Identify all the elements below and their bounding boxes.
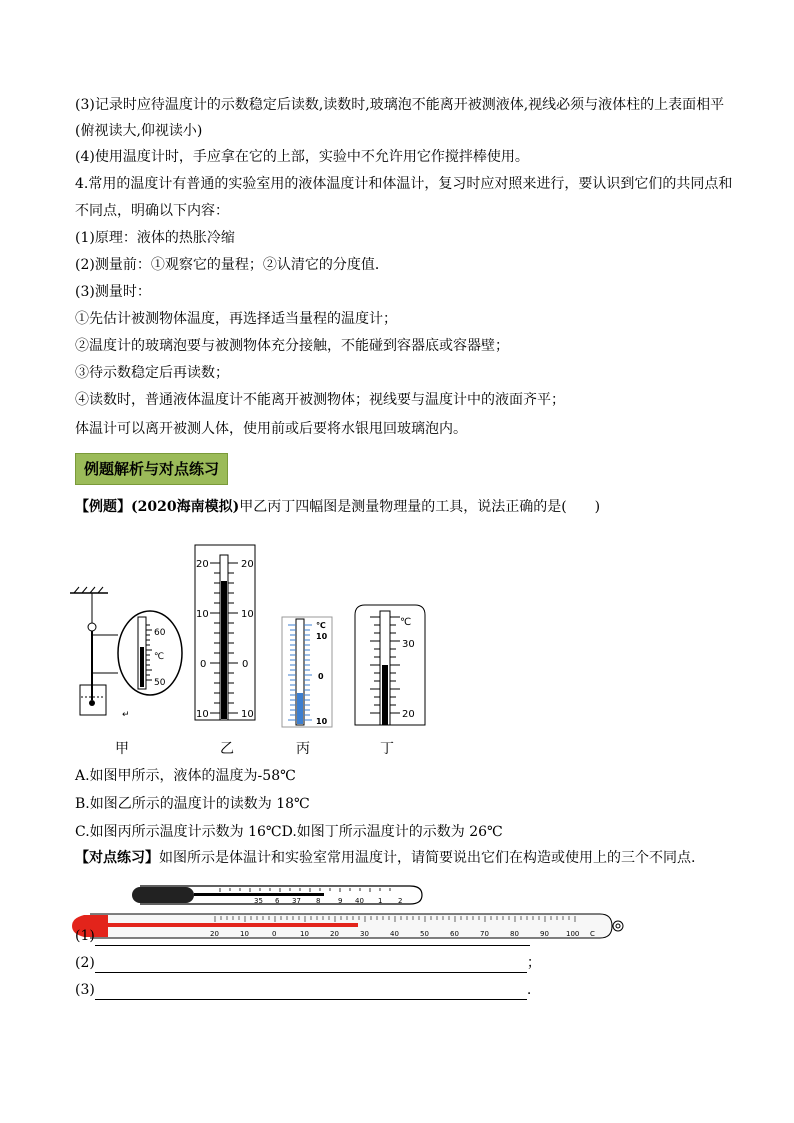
clinical-tick-label: 40 — [355, 897, 364, 905]
lab-tick-label: 10 — [240, 930, 249, 938]
figure-ding — [355, 605, 425, 725]
figure-yi — [195, 545, 255, 720]
lab-tick-label: 100 — [566, 930, 580, 938]
figure-jia — [70, 587, 182, 720]
practice-question — [75, 848, 695, 868]
practice-question-text: 如图所示是体温计和实验室常用温度计，请简要说出它们在构造或使用上的三个不同点. — [159, 850, 696, 866]
yi-tick-label: 10 — [196, 709, 209, 720]
lab-tick-label: C — [590, 930, 595, 938]
practice-tag: 【对点练习】 — [75, 850, 159, 866]
section-title-badge: 例题解析与对点练习 — [75, 453, 228, 485]
figure-label-jia: 甲 — [115, 741, 129, 757]
lab-tick-label: 20 — [330, 930, 339, 938]
paragraph-line: (3)测量时： — [75, 284, 151, 300]
lab-tick-label: 20 — [210, 930, 219, 938]
paragraph-line: 4.常用的温度计有普通的实验室用的液体温度计和体温计，复习时应对照来进行，要认识到它们的共同点和 — [75, 176, 733, 192]
lab-tick-label: 80 — [510, 930, 519, 938]
jia-tick-label: 60 — [154, 628, 166, 638]
option-a: A.如图甲所示，液体的温度为-58℃ — [75, 768, 296, 784]
bing-tick-label: 10 — [316, 717, 328, 726]
thermometer-figure — [70, 535, 450, 735]
paragraph-line: 体温计可以离开被测人体，使用前或后要将水银甩回玻璃泡内。 — [75, 421, 467, 437]
answer-line-1[interactable] — [75, 926, 530, 946]
ding-tick-label: 20 — [402, 709, 415, 720]
example-question — [75, 497, 600, 517]
paragraph-line: ③待示数稳定后再读数； — [75, 365, 229, 381]
paragraph-line: (1)原理：液体的热胀冷缩 — [75, 230, 235, 246]
paragraph-line: ④读数时，普通液体温度计不能离开被测物体；视线要与温度计中的液面齐平； — [75, 392, 565, 408]
bing-tick-label: ℃ — [316, 621, 326, 630]
lab-tick-label: 90 — [540, 930, 549, 938]
bing-tick-label: 0 — [318, 672, 324, 681]
paragraph-line: 不同点，明确以下内容： — [75, 203, 229, 219]
figure-bing — [282, 617, 332, 727]
yi-tick-label: 0 — [200, 659, 207, 670]
option-c-d: C.如图丙所示温度计示数为 16℃D.如图丁所示温度计的示数为 26℃ — [75, 824, 503, 840]
answer-label: (2) — [75, 955, 95, 971]
example-tag: 【例题】 — [75, 499, 131, 515]
clinical-thermometer — [132, 886, 422, 905]
ding-tick-label: ℃ — [400, 617, 412, 628]
clinical-tick-label: 2 — [398, 897, 403, 905]
lab-tick-label: 70 — [480, 930, 489, 938]
yi-tick-label: 20 — [196, 559, 209, 570]
jia-tick-label: 50 — [154, 678, 166, 688]
clinical-tick-label: 8 — [316, 897, 321, 905]
answer-blank[interactable] — [95, 985, 527, 1000]
jia-tick-label: ℃ — [154, 652, 165, 662]
bing-tick-label: 10 — [316, 632, 328, 641]
answer-blank[interactable] — [95, 931, 530, 946]
yi-tick-label: 20 — [241, 559, 254, 570]
yi-tick-label: 10 — [196, 609, 209, 620]
clinical-tick-label: 37 — [292, 897, 301, 905]
answer-line-2[interactable] — [75, 953, 541, 973]
option-b: B.如图乙所示的温度计的读数为 18℃ — [75, 796, 310, 812]
figure-label-ding: 丁 — [380, 741, 394, 757]
yi-tick-label: 0 — [242, 659, 249, 670]
answer-end: . — [526, 982, 532, 998]
answer-label: (1) — [75, 928, 95, 944]
clinical-tick-label: 35 — [254, 897, 263, 905]
clinical-tick-label: 1 — [378, 897, 383, 905]
lab-tick-label: 30 — [360, 930, 369, 938]
lab-tick-label: 0 — [272, 930, 277, 938]
paragraph-line: ①先估计被测物体温度，再选择适当量程的温度计； — [75, 311, 397, 327]
ding-tick-label: 30 — [402, 639, 415, 650]
yi-tick-label: 10 — [241, 609, 254, 620]
figure-label-yi: 乙 — [220, 741, 234, 757]
figure-label-bing: 丙 — [296, 741, 310, 757]
yi-tick-label: 10 — [241, 709, 254, 720]
example-source: (2020海南模拟) — [131, 499, 240, 515]
paragraph-line: (俯视读大,仰视读小) — [75, 123, 203, 139]
paragraph-line: (4)使用温度计时，手应拿在它的上部，实验中不允许用它作搅拌棒使用。 — [75, 149, 529, 165]
lab-tick-label: 50 — [420, 930, 429, 938]
lab-tick-label: 40 — [390, 930, 399, 938]
paragraph-line: (3)记录时应待温度计的示数稳定后读数,读数时,玻璃泡不能离开被测液体,视线必须与液体柱的上表面相平 — [75, 97, 725, 113]
answer-label: (3) — [75, 982, 95, 998]
example-question-text: 甲乙丙丁四幅图是测量物理量的工具，说法正确的是( ) — [239, 499, 601, 515]
clinical-tick-label: 9 — [338, 897, 343, 905]
lab-tick-label: 60 — [450, 930, 459, 938]
paragraph-line: (2)测量前：①观察它的量程；②认清它的分度值． — [75, 257, 389, 273]
lab-tick-label: 10 — [300, 930, 309, 938]
svg-text:↵: ↵ — [122, 710, 130, 720]
answer-blank[interactable] — [95, 958, 527, 973]
answer-line-3[interactable] — [75, 980, 531, 1000]
paragraph-line: ②温度计的玻璃泡要与被测物体充分接触，不能碰到容器底或容器壁； — [75, 338, 509, 354]
answer-end: ； — [526, 955, 541, 971]
clinical-tick-label: 6 — [275, 897, 280, 905]
